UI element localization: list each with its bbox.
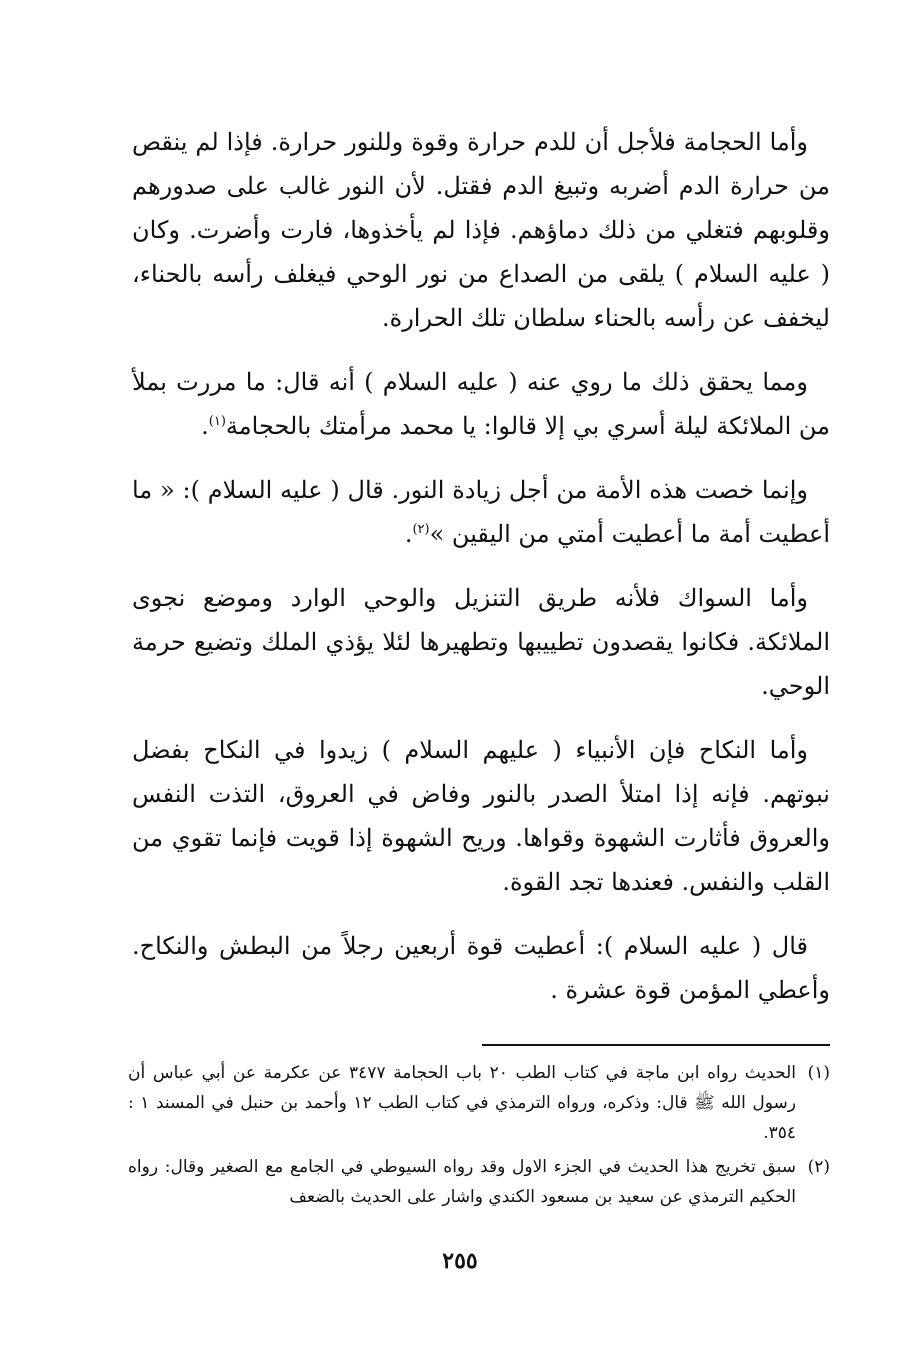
paragraph-text: وإنما خصت هذه الأمة من أجل زيادة النور. قال ( عليه السلام ): « ما أعطيت أمة ما أعطيت أمتي من اليقين » xyxy=(132,476,830,548)
main-text xyxy=(132,120,830,1032)
page-number: ٢٥٥ xyxy=(442,1248,478,1274)
paragraph-end: . xyxy=(201,412,209,440)
footnote-text: الحديث رواه ابن ماجة في كتاب الطب ٢٠ باب الحجامة ٣٤٧٧ عن عكرمة عن أبي عباس أن رسول الله ﷺ قال: وذكره، ورواه الترمذي في كتاب الطب ١٢ وأحمد بن حنبل في المسند ١ : ٣٥٤. xyxy=(128,1063,796,1143)
paragraph-ummah xyxy=(132,468,830,556)
paragraph-angels-hadith xyxy=(132,360,830,448)
footnote-1 xyxy=(128,1058,830,1148)
footnote-reference-2: (٢) xyxy=(412,522,430,537)
paragraph-text: ومما يحقق ذلك ما روي عنه ( عليه السلام ) أنه قال: ما مررت بملأ من الملائكة ليلة أسري بي إلا قالوا: يا محمد مرأمتك بالحجامة xyxy=(132,368,830,440)
footnote-text: سبق تخريج هذا الحديث في الجزء الاول وقد رواه السيوطي في الجامع مع الصغير وقال: رواه الحكيم الترمذي عن سعيد بن مسعود الكندي واشار على الحديث بالضعف xyxy=(128,1157,796,1207)
paragraph-strength xyxy=(132,924,830,1012)
paragraph-text: وأما الحجامة فلأجل أن للدم حرارة وقوة وللنور حرارة. فإذا لم ينقص من حرارة الدم أضربه وتبيغ الدم فقتل. لأن النور غالب على صدورهم وقلوبهم فتغلي من ذلك دماؤهم. فإذا لم يأخذوها، فارت وأضرت. وكان ( عليه السلام ) يلقى من الصداع من نور الوحي فيغلف رأسه بالحناء، ليخفف عن رأسه بالحناء سلطان تلك الحرارة. xyxy=(132,128,830,332)
paragraph-end: . xyxy=(404,520,413,548)
footnote-reference-1: (١) xyxy=(208,414,226,429)
paragraph-text: قال ( عليه السلام ): أعطيت قوة أربعين رجلاً من البطش والنكاح. وأعطي المؤمن قوة عشرة . xyxy=(132,932,830,1004)
footnote-2 xyxy=(128,1152,830,1212)
paragraph-marriage xyxy=(132,728,830,904)
footnote-separator xyxy=(482,1044,830,1046)
paragraph-text: وأما السواك فلأنه طريق التنزيل والوحي الوارد وموضع نجوى الملائكة. فكانوا يقصدون تطييبها وتطهيرها لئلا يؤذي الملك وتضيع حرمة الوحي. xyxy=(132,584,830,700)
paragraph-cupping xyxy=(132,120,830,340)
paragraph-siwak xyxy=(132,576,830,708)
paragraph-text: وأما النكاح فإن الأنبياء ( عليهم السلام ) زيدوا في النكاح بفضل نبوتهم. فإنه إذا امتلأ الصدر بالنور وفاض في العروق، التذت النفس والعروق فأثارت الشهوة وقواها. وريح الشهوة إذا قويت فإنما تقوي من القلب والنفس. فعندها تجد القوة. xyxy=(132,736,830,896)
footnotes xyxy=(128,1058,830,1216)
footnote-number: (٢) xyxy=(807,1157,830,1177)
footnote-number: (١) xyxy=(807,1063,830,1083)
